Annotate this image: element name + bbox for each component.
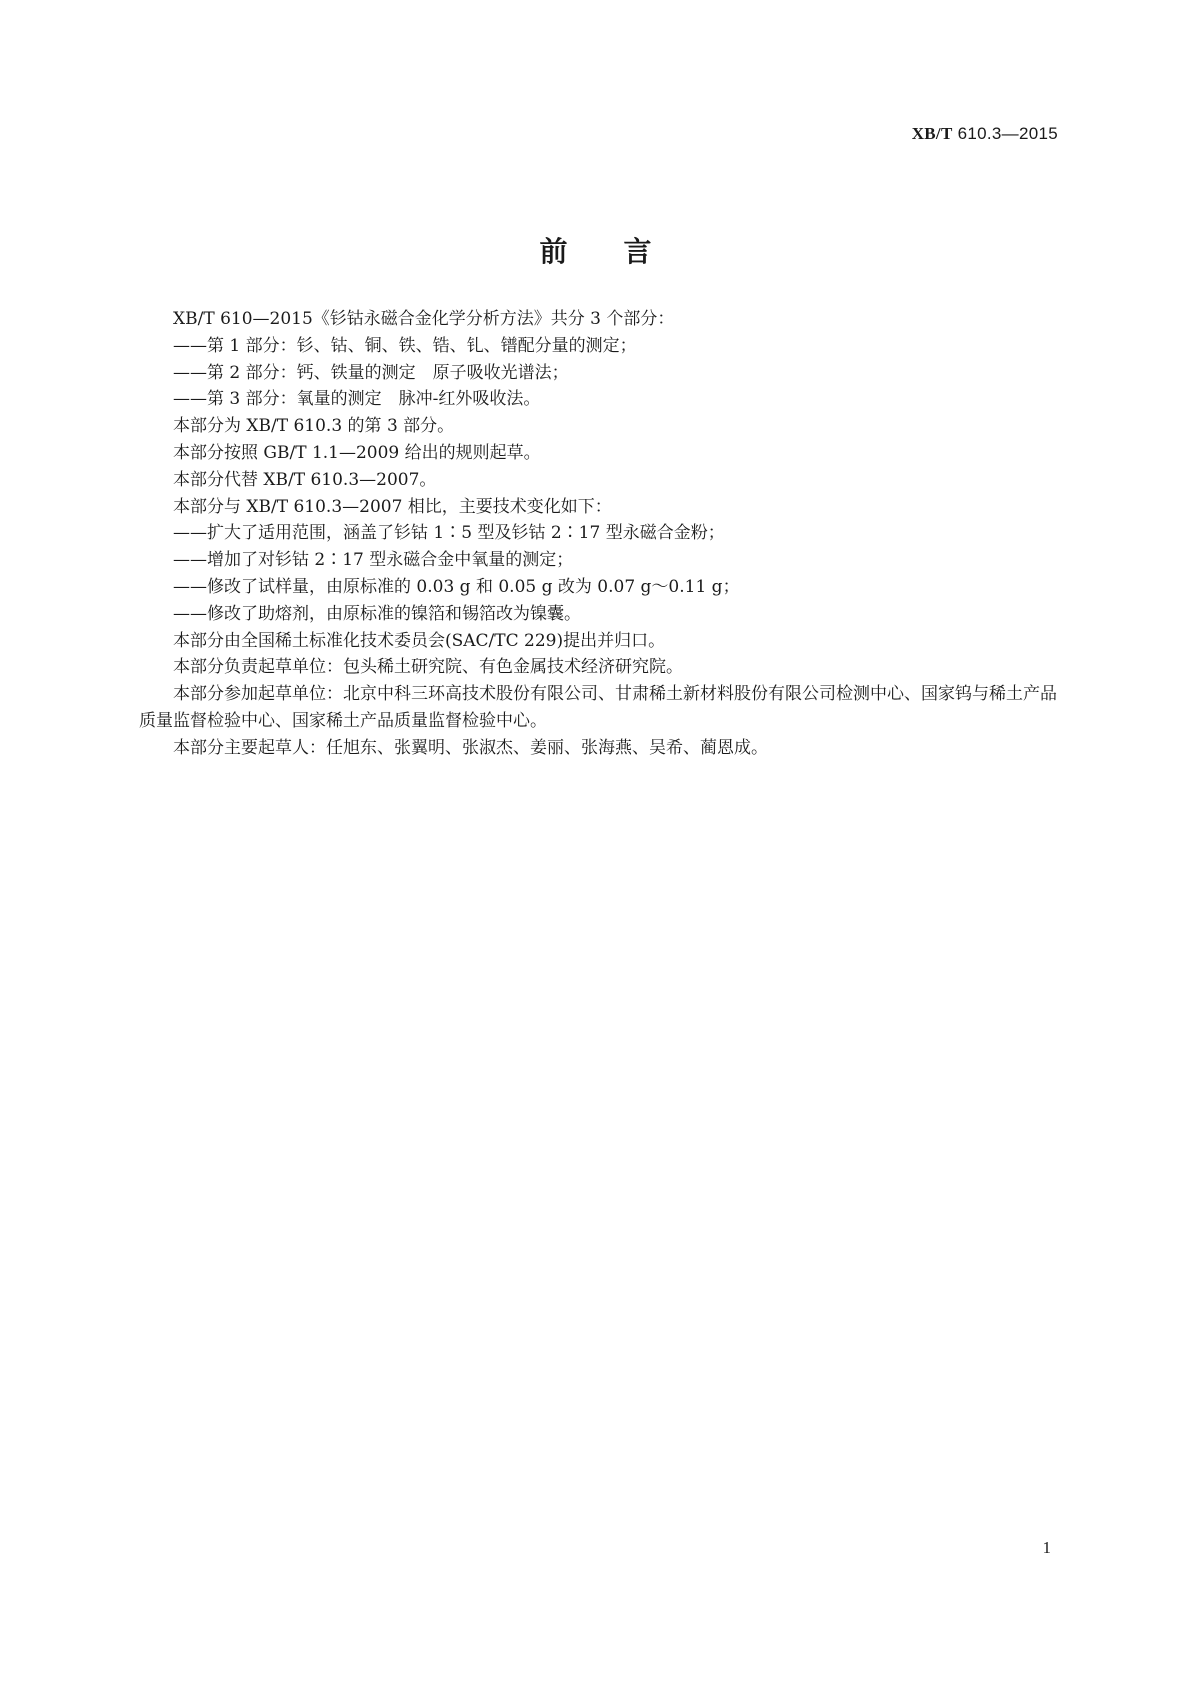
page-title-char-1: 前 xyxy=(539,235,568,268)
foreword-body xyxy=(139,306,1059,762)
paragraph: ——第 3 部分：氧量的测定 脉冲-红外吸收法。 xyxy=(173,389,541,410)
paragraph: 本部分由全国稀土标准化技术委员会(SAC/TC 229)提出并归口。 xyxy=(173,630,666,651)
paragraph: ——修改了助熔剂，由原标准的镍箔和锡箔改为镍囊。 xyxy=(173,603,581,624)
paragraph: 本部分主要起草人：任旭东、张翼明、张淑杰、姜丽、张海燕、吴希、蔺恩成。 xyxy=(173,737,768,758)
paragraph: ——增加了对钐钴 2∶17 型永磁合金中氧量的测定； xyxy=(173,550,574,571)
paragraph: 本部分代替 XB/T 610.3—2007。 xyxy=(173,469,437,490)
paragraph: ——修改了试样量，由原标准的 0.03 g 和 0.05 g 改为 0.07 g～0.11 g； xyxy=(173,576,740,597)
document-code-number: 610.3—2015 xyxy=(957,124,1058,143)
paragraph: XB/T 610—2015《钐钴永磁合金化学分析方法》共分 3 个部分： xyxy=(173,309,675,329)
paragraph: 本部分按照 GB/T 1.1—2009 给出的规则起草。 xyxy=(173,442,541,463)
document-code xyxy=(912,124,1058,144)
paragraph: ——第 2 部分：钙、铁量的测定 原子吸收光谱法； xyxy=(173,362,569,383)
page-title-char-2: 言 xyxy=(623,235,652,268)
document-code-prefix: XB/T xyxy=(911,124,953,143)
paragraph: 本部分负责起草单位：包头稀土研究院、有色金属技术经济研究院。 xyxy=(173,657,683,678)
page-number: 1 xyxy=(1042,1538,1051,1557)
paragraph: 本部分参加起草单位：北京中科三环高技术股份有限公司、甘肃稀土新材料股份有限公司检测中心、国家钨与稀土产品质量监督检验中心、国家稀土产品质量监督检验中心。 xyxy=(139,684,1057,731)
paragraph: ——第 1 部分：钐、钴、铜、铁、锆、钆、镨配分量的测定； xyxy=(173,335,637,356)
paragraph: ——扩大了适用范围，涵盖了钐钴 1∶5 型及钐钴 2∶17 型永磁合金粉； xyxy=(173,523,725,544)
paragraph: 本部分与 XB/T 610.3—2007 相比，主要技术变化如下： xyxy=(173,496,612,517)
page-title xyxy=(0,230,1191,270)
paragraph: 本部分为 XB/T 610.3 的第 3 部分。 xyxy=(173,416,455,437)
